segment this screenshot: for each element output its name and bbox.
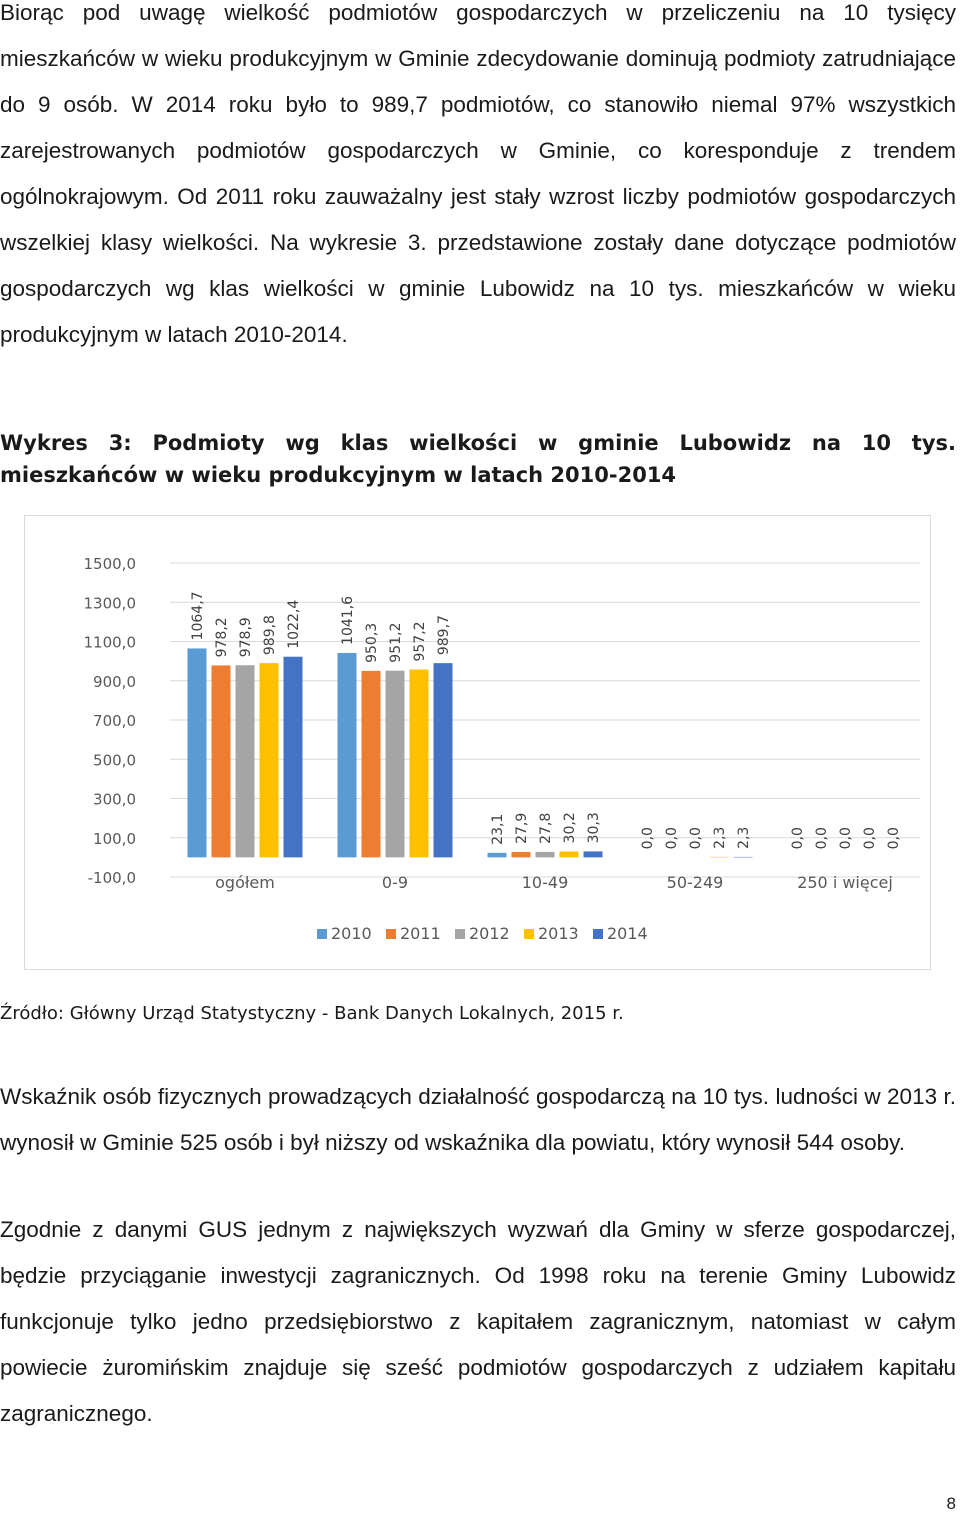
x-category-label: ogółem [215,873,275,892]
x-category-label: 50-249 [666,873,724,892]
data-label: 989,7 [436,615,452,656]
bar [212,665,231,857]
legend-label: 2013 [538,924,579,943]
chart-caption: Wykres 3: Podmioty wg klas wielkości w gminie Lubowidz na 10 tys. mieszkańców w wieku produkcyjnym w latach 2010-2014 [0,431,956,487]
intro-paragraph: Biorąc pod uwagę wielkość podmiotów gospodarczych w przeliczeniu na 10 tysięcy mieszkańców w wieku produkcyjnym w Gminie zdecydowanie dominują podmioty zatrudniające do 9 osób. W 2014 roku było to 989,7 podmiotów, co stanowiło niemal 97% wszystkich zarejestrowanych podmiotów gospodarczych w Gminie, co koresponduje z trendem ogólnokrajowym. Od 2011 roku zauważalny jest stały wzrost liczby podmiotów gospodarczych wszelkiej klasy wielkości. Na wykresie 3. przedstawione zostały dane dotyczące podmiotów gospodarczych wg klas wielkości w gminie Lubowidz na 10 tys. mieszkańców w wieku produkcyjnym w latach 2010-2014. [0,0,956,347]
data-label: 978,9 [238,617,254,658]
bar [410,670,429,858]
page-number: 8 [946,1494,956,1513]
legend-label: 2014 [607,924,648,943]
data-label: 0,0 [862,827,878,850]
data-label: 951,2 [388,622,404,663]
bar [512,852,531,857]
bar-chart [24,515,932,971]
legend-label: 2010 [331,924,372,943]
y-tick-label: 1500,0 [83,555,136,573]
data-label: 0,0 [838,827,854,850]
bar [284,657,303,858]
bar [236,665,255,857]
bar [560,851,579,857]
data-label: 2,3 [712,826,728,849]
y-tick-label: 1100,0 [83,633,136,652]
y-tick-label: 100,0 [93,829,136,848]
x-category-label: 0-9 [381,873,409,892]
data-label: 950,3 [364,622,380,663]
data-label: 0,0 [886,827,902,850]
data-label: 1041,6 [340,595,356,645]
y-tick-label: 300,0 [93,790,136,809]
bar [584,851,603,857]
data-label: 30,3 [586,812,602,844]
data-label: 27,8 [538,812,554,844]
legend-swatch [317,929,327,939]
data-label: 23,1 [490,813,506,845]
y-tick-label: 700,0 [93,712,136,730]
y-tick-label: 1300,0 [83,594,136,613]
bar [488,853,507,858]
data-label: 0,0 [814,827,830,850]
investment-paragraph: Zgodnie z danymi GUS jednym z największych wyzwań dla Gminy w sferze gospodarczej, będzie przyciąganie inwestycji zagranicznych. Od 1998 roku na terenie Gminy Lubowidz funkcjonuje tylko jedno przedsiębiorstwo z kapitałem zagranicznym, natomiast w całym powiecie żuromińskim znajduje się sześć podmiotów gospodarczych z udziałem kapitału zagranicznego. [0,1217,956,1426]
bar [536,852,555,857]
data-label: 1064,7 [190,591,206,641]
data-label: 2,3 [736,826,752,849]
legend-label: 2011 [400,924,441,943]
bar [434,663,453,857]
legend-label: 2012 [469,924,510,943]
legend-swatch [593,929,603,939]
bar [260,663,279,857]
data-label: 0,0 [688,827,704,850]
data-label: 957,2 [412,621,428,662]
data-label: 0,0 [664,827,680,850]
data-label: 27,9 [514,812,530,844]
bar [188,648,207,857]
chart-frame [25,516,931,970]
legend-swatch [386,929,396,939]
y-tick-label: 500,0 [93,751,136,770]
x-category-label: 10-49 [521,873,569,892]
indicator-paragraph: Wskaźnik osób fizycznych prowadzących działalność gospodarczą na 10 tys. ludności w 2013 r. wynosił w Gminie 525 osób i był niższy od wskaźnika dla powiatu, który wynosił 544 osoby. [0,1084,956,1155]
legend-swatch [524,929,534,939]
chart-source: Źródło: Główny Urząd Statystyczny - Bank Danych Lokalnych, 2015 r. [0,1003,624,1024]
x-category-label: 250 i więcej [797,873,893,892]
bar [338,653,357,857]
data-label: 0,0 [640,827,656,850]
y-tick-label: 900,0 [93,672,136,691]
bar [386,671,405,858]
data-label: 0,0 [790,827,806,850]
bar [362,671,381,857]
data-label: 1022,4 [286,599,302,649]
data-label: 989,8 [262,615,278,656]
y-tick-label: -100,0 [87,869,136,887]
data-label: 30,2 [562,812,578,844]
data-label: 978,2 [214,617,230,658]
legend-swatch [455,929,465,939]
